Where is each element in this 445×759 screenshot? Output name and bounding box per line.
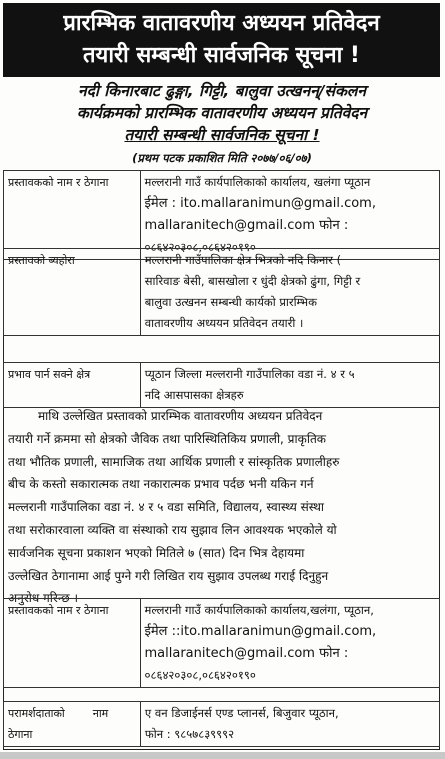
consultant-table — [3, 701, 440, 747]
consultant-name: ए वन डिजाईनर्स एण्ड प्लानर्स, बिजुवार प्यूठान, — [144, 706, 339, 720]
table-row — [4, 702, 440, 747]
affected-area-line-1: प्यूठान जिल्ला मल्लरानी गाउँपालिका वडा नं. ४ र ५ — [144, 367, 355, 381]
table-row — [4, 599, 440, 688]
proposer-details — [140, 171, 439, 260]
body-line-4: बीच के कस्तो सकारात्मक तथा नकारात्मक प्रभाव पर्दछ भनी यकिन गर्न — [8, 477, 314, 492]
proposal-line-2: सारिवाङ बेसी, बासखोला र धुंदी क्षेत्रको ढुंगा, गिट्टी र — [144, 274, 361, 288]
subtitle-line-2: कार्यक्रमको प्रारम्भिक वातावरणीय अध्ययन प्रतिवेदन — [76, 104, 368, 122]
body-line-3: तथा भौतिक प्रणाली, सामाजिक तथा आर्थिक प्रणाली र सांस्कृतिक प्रणालीहरु — [8, 454, 340, 469]
consultant-phone: फोन : ९८५७८३९९९२ — [144, 727, 235, 741]
proposer-bottom-phone: ०८६४२०३०८,०८६४२०१९० — [144, 668, 256, 682]
proposer-bottom-email-1: ईमेल ::ito.mallaranimun@gmail.com, — [144, 624, 377, 639]
proposer-bottom-office: मल्लरानी गाउँ कार्यपालिकाको कार्यालय,खलंगा, प्यूठान, — [144, 603, 374, 617]
consultant-details — [140, 702, 439, 747]
body-line-6: तथा सरोकारवाला व्यक्ति वा संस्थाको राय सुझाव लिन आवश्यक भएकोले यो — [8, 522, 337, 537]
proposer-bottom-label: प्रस्तावकको नाम र ठेगाना — [4, 599, 141, 688]
proposal-line-3: बालुवा उत्खनन सम्बन्धी कार्यको प्रारम्भिक — [144, 295, 317, 309]
proposer-phone: ०८६४२०३०८,०८६४२०१९० — [144, 240, 256, 254]
proposer-bottom-table — [3, 598, 440, 688]
body-line-5: मल्लरानी गाउँपालिका वडा नं. ४ र ५ वडा समिति, विद्यालय, स्वास्थ्य संस्था — [8, 500, 324, 515]
affected-area-line-2: नदि आसपासका क्षेत्रहरु — [144, 388, 244, 402]
publish-date: (प्रथम पटक प्रकाशित मिति २०७७/०६/०७) — [132, 151, 312, 165]
proposer-email-1: ईमेल : ito.mallaranimun@gmail.com, — [144, 196, 376, 211]
proposer-bottom-details — [140, 599, 440, 688]
affected-area-table — [3, 362, 440, 408]
affected-area-label: प्रभाव पार्न सक्ने क्षेत्र — [4, 363, 141, 408]
consultant-label-line-2: ठेगाना — [8, 728, 33, 741]
consultant-label — [4, 702, 141, 747]
notice-subtitle — [4, 80, 440, 146]
body-line-7: सार्वजनिक सूचना प्रकाशन भएको मितिले ७ (सात) दिन भित्र देहायमा — [8, 545, 305, 560]
proposal-label: प्रस्तावको ब्यहोरा — [4, 249, 141, 336]
proposer-table — [3, 170, 440, 260]
notice-body — [8, 405, 436, 610]
proposal-table — [3, 248, 440, 336]
body-line-9: अनुरोध गरिन्छ । — [8, 591, 79, 606]
table-row — [4, 249, 440, 336]
notice-title-line-1: प्रारम्भिक वातावरणीय अध्ययन प्रतिवेदन — [63, 11, 380, 36]
proposer-bottom-email-2: mallaranitech@gmail.com फोन : — [144, 646, 349, 661]
proposer-email-2: mallaranitech@gmail.com फोन : — [144, 218, 349, 233]
proposal-line-1: मल्लरानी गाउँपालिका क्षेत्र भित्रको नदि किनार ( — [144, 253, 342, 267]
affected-area-details — [140, 363, 439, 408]
subtitle-line-1: नदी किनारबाट ढुङ्गा, गिट्टी, बालुवा उत्खनन्/संकलन — [78, 82, 366, 100]
proposer-label: प्रस्तावकको नाम र ठेगाना — [4, 171, 141, 260]
body-line-2: तयारी गर्ने क्रममा सो क्षेत्रको जैविक तथा पारिस्थितिकिय प्रणाली, प्राकृतिक — [8, 431, 326, 446]
proposal-line-4: वातावरणीय अध्ययन प्रतिवेदन तयारी । — [144, 316, 304, 330]
subtitle-line-3: तयारी सम्बन्धी सार्वजनिक सूचना ! — [124, 126, 320, 144]
body-line-8: उल्लेखित ठेगानामा आई पुग्ने गरी लिखित राय सुझाव उपलब्ध गराई दिनुहुन — [8, 568, 329, 583]
consultant-label-line-1: परामर्शदाताको नाम — [8, 707, 109, 720]
notice-title-banner — [3, 3, 440, 77]
body-line-1: माथि उल्लेखित प्रस्तावको प्रारम्भिक वातावरणीय अध्ययन प्रतिवेदन — [38, 409, 323, 423]
proposal-details — [140, 249, 439, 336]
table-row — [4, 363, 440, 408]
proposer-office: मल्लरानी गाउँ कार्यपालिकाको कार्यालय, खलंगा प्यूठान — [144, 175, 371, 189]
page-bottom-edge — [0, 752, 445, 759]
notice-title-line-2: तयारी सम्बन्धी सार्वजनिक सूचना ! — [83, 43, 360, 68]
table-row — [4, 171, 440, 260]
